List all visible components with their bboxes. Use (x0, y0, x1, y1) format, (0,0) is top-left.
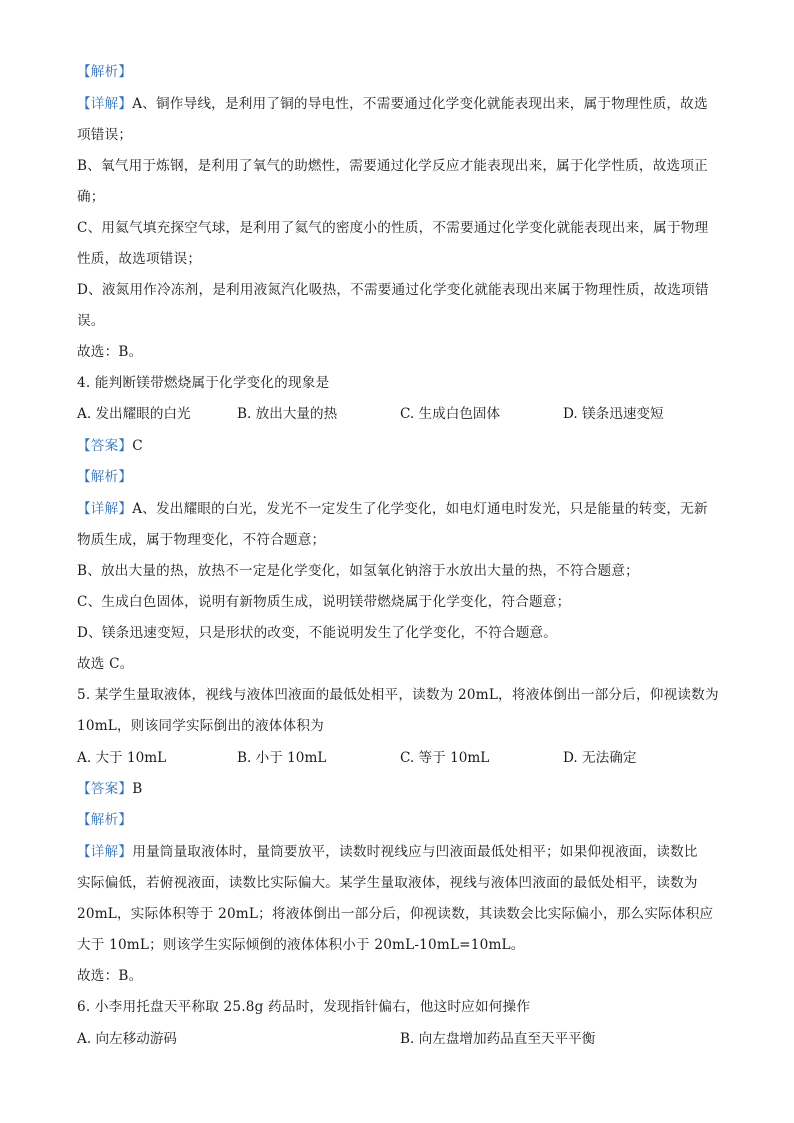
q6-option-a: A. 向左移动游码 (77, 1031, 178, 1047)
answer-value: C (132, 438, 143, 454)
q4-option-b: B. 放出大量的热 (237, 406, 338, 422)
q4-option-a: A. 发出耀眼的白光 (77, 406, 191, 422)
q5-detail-line: 【详解】用量筒量取液体时，量筒要放平，读数时视线应与凹液面最低处相平；如果仰视液面，读数比 (77, 844, 698, 860)
q5-stem-line: 10mL，则该同学实际倒出的液体体积为 (77, 718, 324, 734)
answer-value: B (132, 781, 143, 797)
q6-stem: 6. 小李用托盘天平称取 25.8g 药品时，发现指针偏右，他这时应如何操作 (77, 999, 531, 1015)
detail-tag: 【详解】 (77, 501, 133, 517)
q3-detail-line: 确； (77, 189, 105, 205)
q5-option-a: A. 大于 10mL (77, 750, 167, 766)
q4-stem: 4. 能判断镁带燃烧属于化学变化的现象是 (77, 375, 330, 391)
q4-option-d: D. 镁条迅速变短 (563, 406, 664, 422)
q4-detail-line: C、生成白色固体，说明有新物质生成，说明镁带燃烧属于化学变化，符合题意； (77, 594, 571, 610)
q3-detail-line: D、液氮用作冷冻剂，是利用液氮汽化吸热，不需要通过化学变化就能表现出来属于物理性质，故选项错 (77, 282, 709, 298)
analysis-tag: 【解析】 (77, 64, 133, 80)
q5-option-d: D. 无法确定 (563, 750, 637, 766)
analysis-tag: 【解析】 (77, 469, 133, 485)
q5-detail-line: 实际偏低，若俯视液面，读数比实际偏大。某学生量取液体，视线与液体凹液面的最低处相平，读数为 (77, 875, 698, 891)
q4-answer (77, 436, 143, 456)
q3-conclusion: 故选：B。 (77, 344, 143, 360)
q5-stem-line: 5. 某学生量取液体，视线与液体凹液面的最低处相平，读数为 20mL，将液体倒出一部分后，仰视读数为 (77, 687, 719, 703)
detail-tag: 【详解】 (77, 96, 133, 112)
q4-detail-line: 物质生成，属于物理变化，不符合题意； (77, 532, 326, 548)
q4-detail-line: B、放出大量的热，放热不一定是化学变化，如氢氧化钠溶于水放出大量的热，不符合题意； (77, 563, 639, 579)
analysis-tag: 【解析】 (77, 812, 133, 828)
q5-conclusion: 故选：B。 (77, 968, 143, 984)
q3-detail-line: B、氧气用于炼钢，是利用了氧气的助燃性，需要通过化学反应才能表现出来，属于化学性质，故选项正 (77, 158, 708, 174)
q4-conclusion: 故选 C。 (77, 656, 134, 672)
q5-answer (77, 779, 142, 799)
q6-option-b: B. 向左盘增加药品直至天平平衡 (400, 1031, 596, 1047)
q5-option-b: B. 小于 10mL (237, 750, 327, 766)
q3-detail-line: C、用氦气填充探空气球，是利用了氦气的密度小的性质，不需要通过化学变化就能表现出来，属于物理 (77, 220, 709, 236)
q4-detail-line: 【详解】A、发出耀眼的白光，发光不一定发生了化学变化，如电灯通电时发光，只是能量的转变，无新 (77, 501, 708, 517)
q3-detail-line: 性质，故选项错误； (77, 251, 202, 267)
q5-option-c: C. 等于 10mL (400, 750, 490, 766)
q3-detail-line: 【详解】A、铜作导线，是利用了铜的导电性，不需要通过化学变化就能表现出来，属于物理性质，故选 (77, 96, 708, 112)
q4-option-c: C. 生成白色固体 (400, 406, 501, 422)
q3-detail-line: 项错误； (77, 127, 133, 143)
detail-tag: 【详解】 (77, 844, 133, 860)
q5-detail-line: 20mL，实际体积等于 20mL；将液体倒出一部分后，仰视读数，其读数会比实际偏小，那么实际体积应 (77, 906, 714, 922)
q3-detail-line: 误。 (77, 313, 105, 329)
answer-tag: 【答案】 (77, 781, 133, 797)
q4-detail-line: D、镁条迅速变短，只是形状的改变，不能说明发生了化学变化，不符合题意。 (77, 625, 558, 641)
q5-detail-line: 大于 10mL；则该学生实际倾倒的液体体积小于 20mL-10mL=10mL。 (77, 937, 525, 953)
answer-tag: 【答案】 (77, 438, 133, 454)
